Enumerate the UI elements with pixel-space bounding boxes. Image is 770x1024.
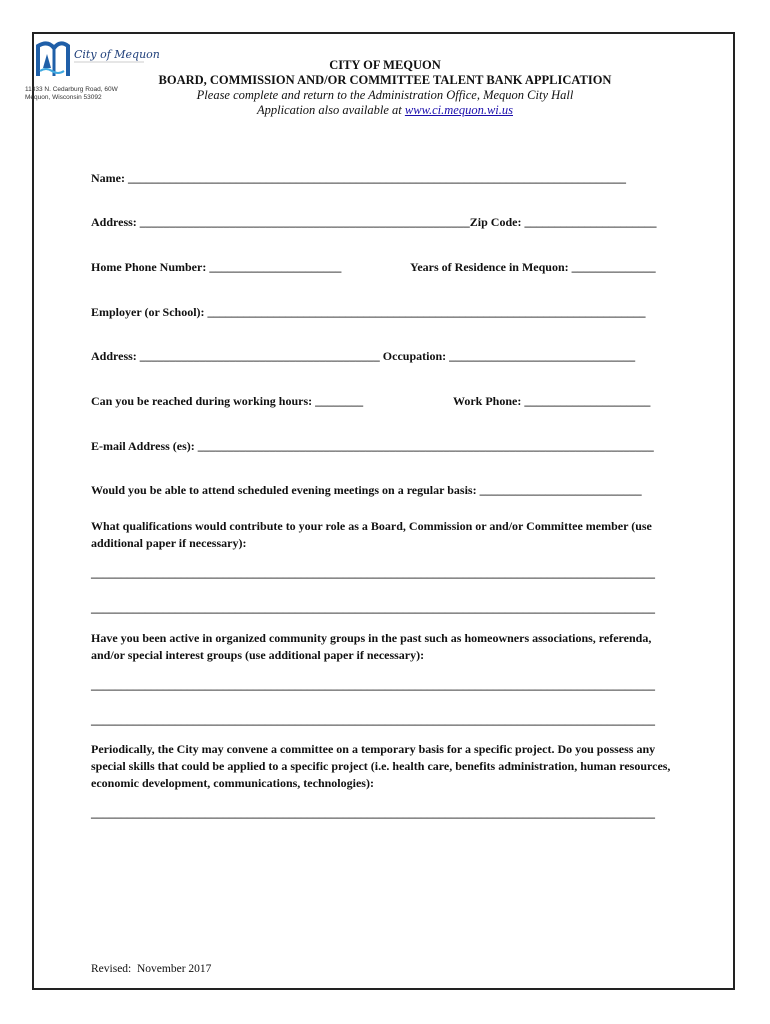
city-of-mequon-logo bbox=[34, 38, 160, 82]
employer-field[interactable]: Employer (or School): _________________________________________________________________________ bbox=[91, 305, 646, 319]
address-line-2: Mequon, Wisconsin 53092 bbox=[25, 94, 102, 101]
address-zip-field[interactable]: Address: _______________________________________________________Zip Code: ______________________ bbox=[91, 215, 657, 229]
availability-prefix: Application also available at bbox=[256, 103, 405, 117]
qualifications-answer-line-2[interactable]: ______________________________________________________________________________________________ bbox=[91, 601, 655, 615]
skills-question: Periodically, the City may convene a committee on a temporary basis for a specific project. Do you possess any special skills that could be applied to a specific project (i.e. health care, benefits administration, human resources, economic development, communications, technologies): bbox=[91, 742, 671, 790]
community-answer-line-2[interactable]: ______________________________________________________________________________________________ bbox=[91, 713, 655, 727]
evening-meetings-field[interactable]: Would you be able to attend scheduled evening meetings on a regular basis: ___________________________ bbox=[91, 483, 642, 497]
form-title: BOARD, COMMISSION AND/OR COMMITTEE TALENT BANK APPLICATION bbox=[158, 73, 612, 87]
name-field[interactable]: Name: ___________________________________________________________________________________ bbox=[91, 171, 626, 185]
skills-answer-line[interactable]: ______________________________________________________________________________________________ bbox=[91, 806, 655, 820]
reachable-field[interactable]: Can you be reached during working hours: ________ bbox=[91, 394, 364, 408]
document-header bbox=[150, 58, 620, 118]
instructions: Please complete and return to the Administration Office, Mequon City Hall bbox=[196, 88, 574, 102]
address-line-1: 11333 N. Cedarburg Road, 60W bbox=[25, 86, 118, 93]
qualifications-question: What qualifications would contribute to your role as a Board, Commission or and/or Committee member (use additional paper if necessary): bbox=[91, 519, 652, 550]
email-field[interactable]: E-mail Address (es): ____________________________________________________________________________ bbox=[91, 439, 654, 453]
svg-text:City of Mequon: City of Mequon bbox=[74, 48, 160, 61]
availability-note bbox=[150, 103, 620, 118]
community-question: Have you been active in organized community groups in the past such as homeowners associations, referenda, and/or special interest groups (use additional paper if necessary): bbox=[91, 631, 652, 662]
community-answer-line-1[interactable]: ______________________________________________________________________________________________ bbox=[91, 678, 655, 692]
work-phone-field[interactable]: Work Phone: _____________________ bbox=[453, 394, 651, 408]
address-block bbox=[25, 86, 118, 102]
city-title: CITY OF MEQUON bbox=[329, 58, 441, 72]
website-link[interactable]: www.ci.mequon.wi.us bbox=[404, 103, 513, 117]
home-phone-field[interactable]: Home Phone Number: ______________________ bbox=[91, 260, 342, 274]
years-residence-field[interactable]: Years of Residence in Mequon: ______________ bbox=[410, 260, 656, 274]
qualifications-answer-line-1[interactable]: ______________________________________________________________________________________________ bbox=[91, 566, 655, 580]
revision-note: Revised: November 2017 bbox=[91, 963, 212, 975]
address-occupation-field[interactable]: Address: ________________________________________ Occupation: _______________________________ bbox=[91, 349, 636, 363]
